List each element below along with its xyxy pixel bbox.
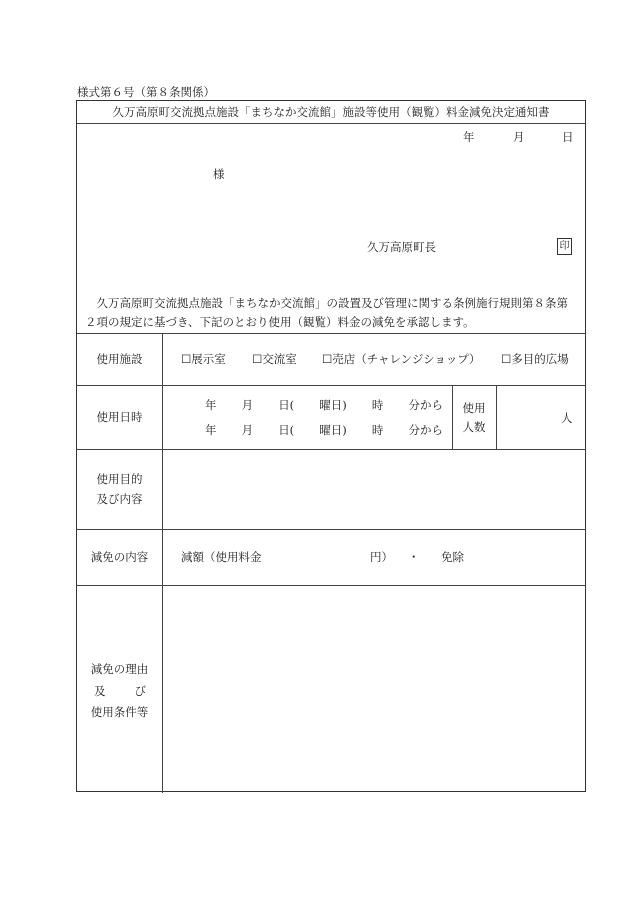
reason-label-2a: 及 <box>94 684 106 698</box>
body-line-2: ２項の規定に基づき、下記のとおり使用（観覧）料金の減免を承認します。 <box>85 315 475 329</box>
dt2-year: 年 <box>205 423 217 437</box>
addressee-suffix: 様 <box>213 167 225 181</box>
facility-option-plaza[interactable]: ☐多目的広場 <box>501 352 569 366</box>
reduction-yen: 円） <box>370 550 393 564</box>
dt1-from: 分から <box>408 398 443 412</box>
reason-label-2b: び <box>134 684 146 698</box>
dt2-weekday: 曜日) <box>319 423 347 437</box>
reduction-reduced: 減額（使用料金 <box>181 550 262 564</box>
datetime-label: 使用日時 <box>96 410 143 424</box>
dt2-hour: 時 <box>371 423 384 437</box>
seal-mark: 印 <box>557 238 572 255</box>
row-rule-3 <box>77 529 585 530</box>
purpose-label-1: 使用目的 <box>96 472 143 486</box>
facility-option-exhibition[interactable]: ☐展示室 <box>181 352 226 366</box>
dt1-month: 月 <box>241 398 254 412</box>
dt1-year: 年 <box>205 398 217 412</box>
datetime-line-2 <box>205 422 443 438</box>
date-day: 日 <box>562 130 574 144</box>
row-rule-2 <box>77 449 585 450</box>
purpose-label-2: 及び内容 <box>96 492 143 506</box>
reduction-label: 減免の内容 <box>90 550 149 564</box>
row-rule-1 <box>77 385 585 386</box>
dt1-hour: 時 <box>371 398 384 412</box>
datetime-line-1 <box>205 397 443 413</box>
reduction-exempt: 免除 <box>441 550 464 564</box>
facility-option-exchange[interactable]: ☐交流室 <box>252 352 297 366</box>
table-top-rule <box>77 333 585 334</box>
label-column-rule <box>162 333 163 793</box>
dt1-weekday: 曜日) <box>319 398 347 412</box>
form-title: 久万高原町交流拠点施設「まちなか交流館」施設等使用（観覧）料金減免決定通知書 <box>112 105 550 119</box>
date-year: 年 <box>463 130 475 144</box>
count-unit: 人 <box>561 411 573 425</box>
date-month: 月 <box>513 130 525 144</box>
dt2-from: 分から <box>408 423 443 437</box>
body-line-1: 久万高原町交流拠点施設「まちなか交流館」の設置及び管理に関する条例施行規則第８条第 <box>85 296 568 310</box>
dt2-day: 日( <box>278 423 295 437</box>
form-number: 様式第６号（第８条関係） <box>77 85 215 99</box>
dt2-month: 月 <box>241 423 254 437</box>
reason-label-3: 使用条件等 <box>90 705 149 719</box>
notice-form <box>76 100 586 792</box>
issuer-name: 久万高原町長 <box>367 240 436 254</box>
reason-label-1: 減免の理由 <box>90 662 149 676</box>
count-label-right-rule <box>496 385 497 449</box>
reduction-dot: ・ <box>408 550 420 564</box>
facility-label: 使用施設 <box>96 352 143 366</box>
count-label-2: 人数 <box>462 420 486 434</box>
count-label-1: 使用 <box>462 401 486 415</box>
reason-label-2 <box>94 681 146 701</box>
dt1-day: 日( <box>278 398 295 412</box>
title-divider <box>77 123 585 124</box>
facility-option-shop[interactable]: ☐売店（チャレンジショップ） <box>322 352 481 366</box>
row-rule-4 <box>77 585 585 586</box>
